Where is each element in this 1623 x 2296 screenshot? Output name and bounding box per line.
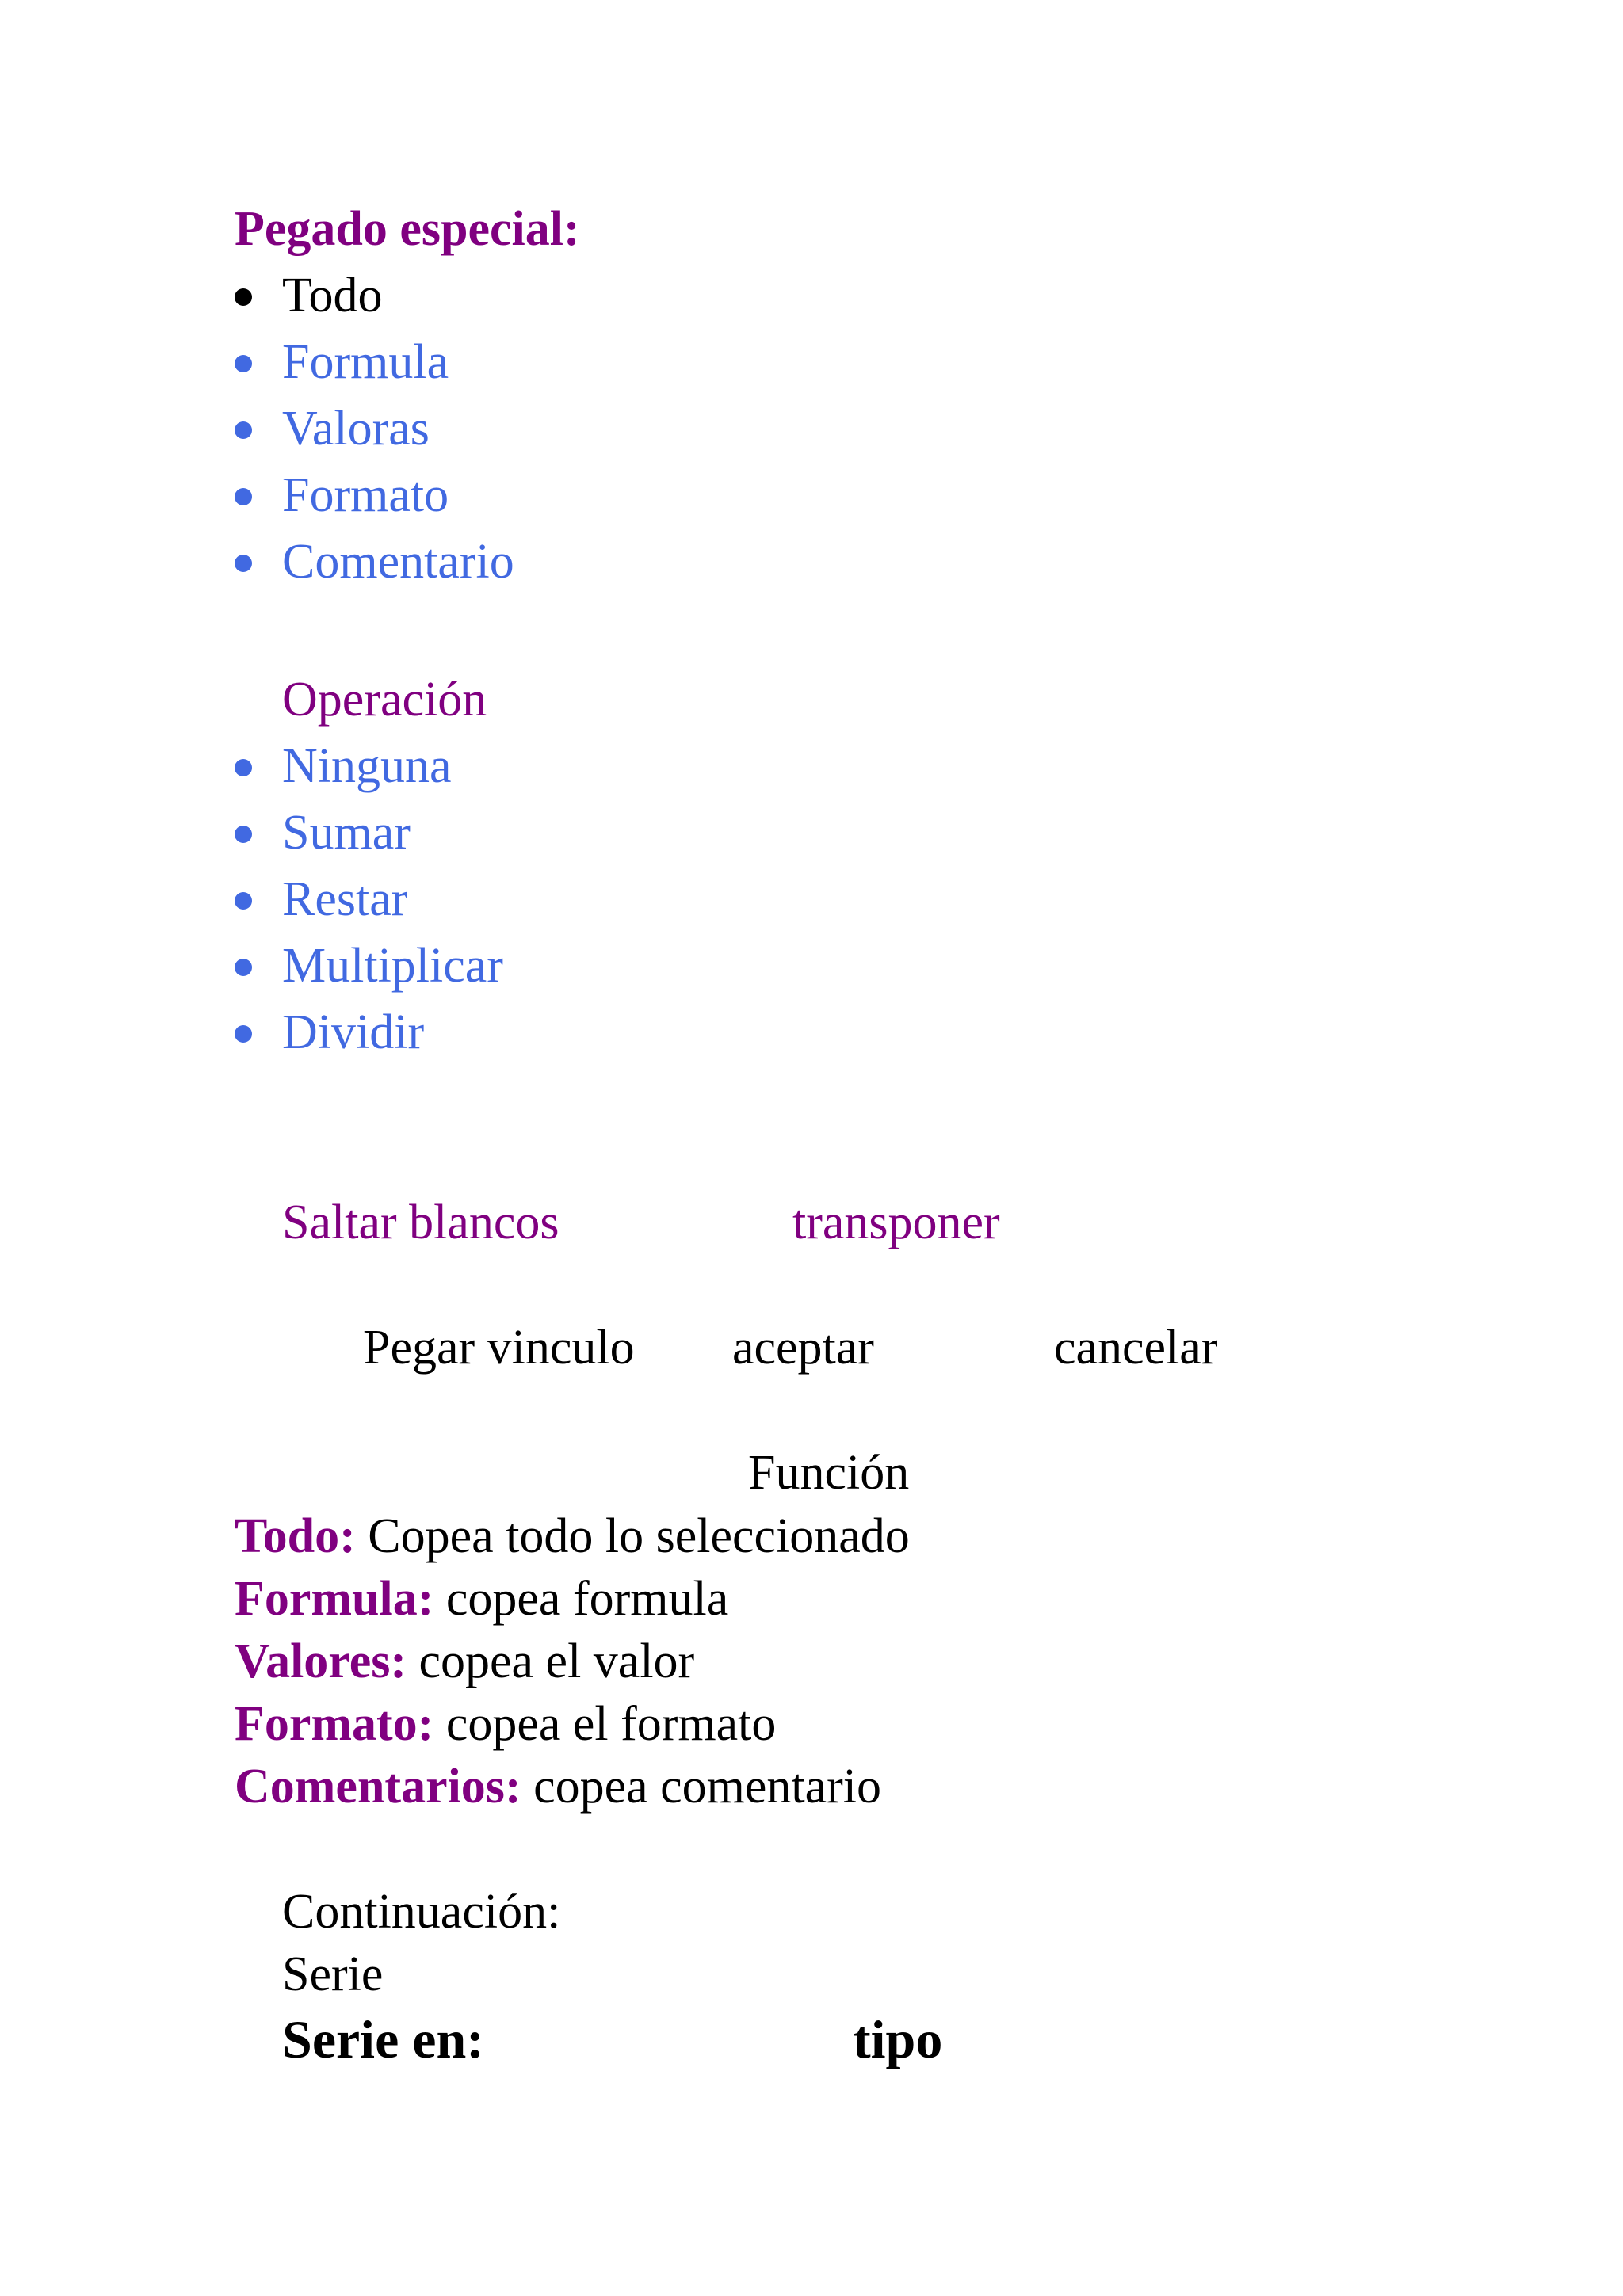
- definition-term: Todo:: [235, 1509, 356, 1563]
- bullet-icon: [235, 826, 252, 843]
- list-item-label: Sumar: [282, 806, 411, 860]
- transponer-option[interactable]: transponer: [792, 1196, 1000, 1249]
- aceptar-button[interactable]: aceptar: [732, 1321, 874, 1375]
- list-item-label: Ninguna: [282, 739, 452, 793]
- pegar-vinculo-button[interactable]: Pegar vinculo: [363, 1321, 635, 1375]
- list-item-label: Restar: [282, 872, 408, 926]
- definition-desc: copea formula: [433, 1572, 729, 1626]
- bullet-icon: [235, 288, 252, 306]
- continuacion-label: Continuación:: [282, 1885, 561, 1939]
- tipo-label: tipo: [853, 2009, 943, 2069]
- list-item-label: Formula: [282, 335, 449, 389]
- definition-row: [235, 1509, 910, 1563]
- definition-term: Valores:: [235, 1634, 407, 1688]
- definition-term: Formula:: [235, 1572, 434, 1626]
- list-item-label: Multiplicar: [282, 939, 503, 993]
- definition-row: [235, 1699, 776, 1749]
- serie-en-label: Serie en:: [282, 2009, 484, 2069]
- pegado-especial-title: Pegado especial:: [235, 202, 580, 256]
- bullet-icon: [235, 421, 252, 439]
- definition-row: [235, 1760, 882, 1814]
- list-item-label: Formato: [282, 468, 449, 522]
- cancelar-button[interactable]: cancelar: [1054, 1321, 1218, 1375]
- definition-row: [235, 1572, 729, 1626]
- list-item-label: Todo: [282, 269, 383, 322]
- list-item-label: Comentario: [282, 535, 514, 589]
- bullet-icon: [235, 488, 252, 505]
- bullet-icon: [235, 959, 252, 976]
- definition-desc: Copea todo lo seleccionado: [355, 1509, 910, 1563]
- definition-desc: copea el formato: [433, 1697, 777, 1751]
- definition-row: [235, 1634, 695, 1688]
- bullet-icon: [235, 759, 252, 776]
- definition-term: Comentarios:: [235, 1760, 521, 1814]
- bullet-icon: [235, 892, 252, 910]
- bullet-icon: [235, 555, 252, 572]
- list-item-label: Valoras: [282, 402, 430, 456]
- saltar-blancos-option[interactable]: Saltar blancos: [282, 1196, 559, 1249]
- bullet-icon: [235, 355, 252, 372]
- funcion-title: Función: [748, 1446, 910, 1500]
- definition-desc: copea el valor: [407, 1634, 695, 1688]
- definition-term: Formato:: [235, 1697, 434, 1751]
- operacion-title: Operación: [282, 673, 487, 727]
- definition-desc: copea comentario: [521, 1760, 882, 1814]
- bullet-icon: [235, 1025, 252, 1043]
- list-item-label: Dividir: [282, 1005, 425, 1059]
- serie-label: Serie: [282, 1947, 384, 2001]
